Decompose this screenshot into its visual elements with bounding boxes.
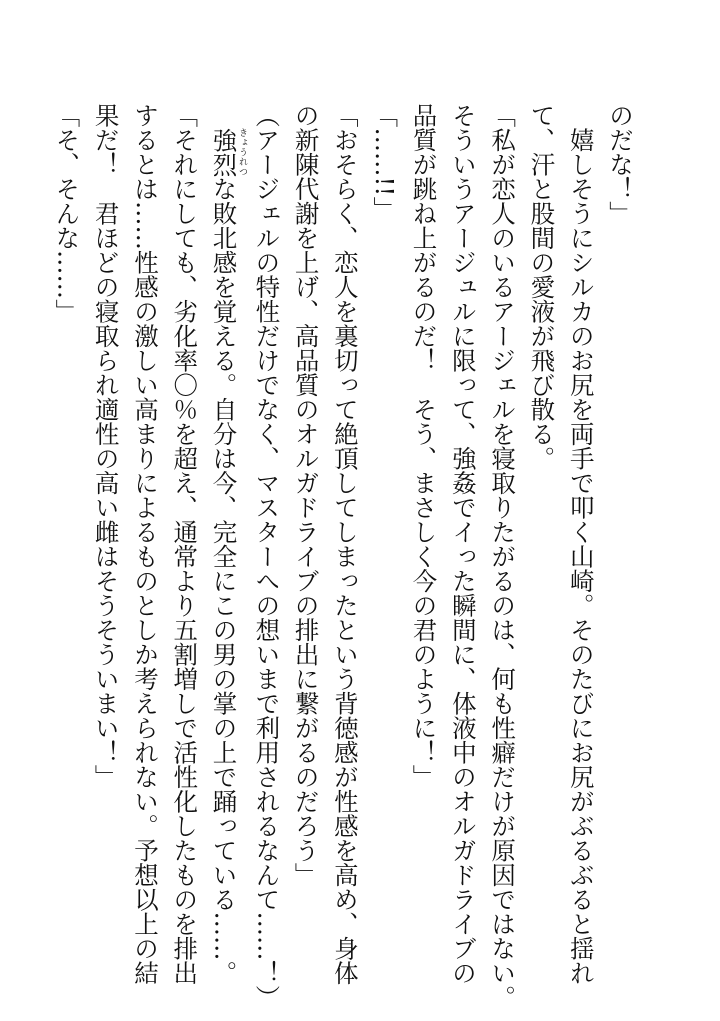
- text-line: て、汗と股間の愛液が飛び散る。: [527, 103, 557, 471]
- text-line: 品質が跳ね上がるのだ！ そう、まさしく今の君のように！」: [409, 103, 439, 789]
- novel-page-text: [47, 103, 640, 1010]
- ruby-reading: きょうれつ: [237, 127, 248, 177]
- text-line: のだな！」: [606, 103, 635, 226]
- text-line: の新陳代謝を上げ、高品質のオルガドライブの排出に繋がるのだろう」: [291, 103, 321, 887]
- text-line: 果だ！ 君ほどの寝取られ適性の高い雌はそうそういまい！」: [91, 103, 121, 789]
- text-line: 「……!!」: [370, 103, 400, 221]
- text-line: 「おそらく、恋人を裏切って絶頂してしまったという背徳感が性感を高め、身体: [330, 103, 360, 985]
- line-rest: な敗北感を覚える。自分は今、完全にこの男の掌の上で踊っている……。: [209, 176, 239, 985]
- ruby-base: 強烈: [209, 127, 239, 177]
- text-line: 嬉しそうにシルカのお尻を両手で叩く山崎。そのたびにお尻がぶるぶると揺れ: [566, 103, 596, 985]
- text-line: するとは……性感の激しい高まりによるものとしか考えられない。予想以上の結: [130, 103, 160, 985]
- text-line: 「私が恋人のいるアージェルを寝取りたがるのは、何も性癖だけが原因ではない。: [488, 103, 518, 1010]
- text-line: 「それにしても、劣化率〇％を超え、通常より五割増しで活性化したものを排出: [170, 103, 200, 985]
- lead-space: [210, 103, 239, 128]
- text-line: そういうアージュルに限って、強姦でイった瞬間に、体液中のオルガドライブの: [448, 103, 478, 985]
- text-line: （アージェルの特性だけでなく、マスターへの想いまで利用されるなんて……！）: [252, 103, 282, 1010]
- text-line-with-ruby: [204, 103, 247, 1003]
- text-line: 「そ、そんな……」: [52, 103, 82, 324]
- ruby-word: [209, 127, 248, 177]
